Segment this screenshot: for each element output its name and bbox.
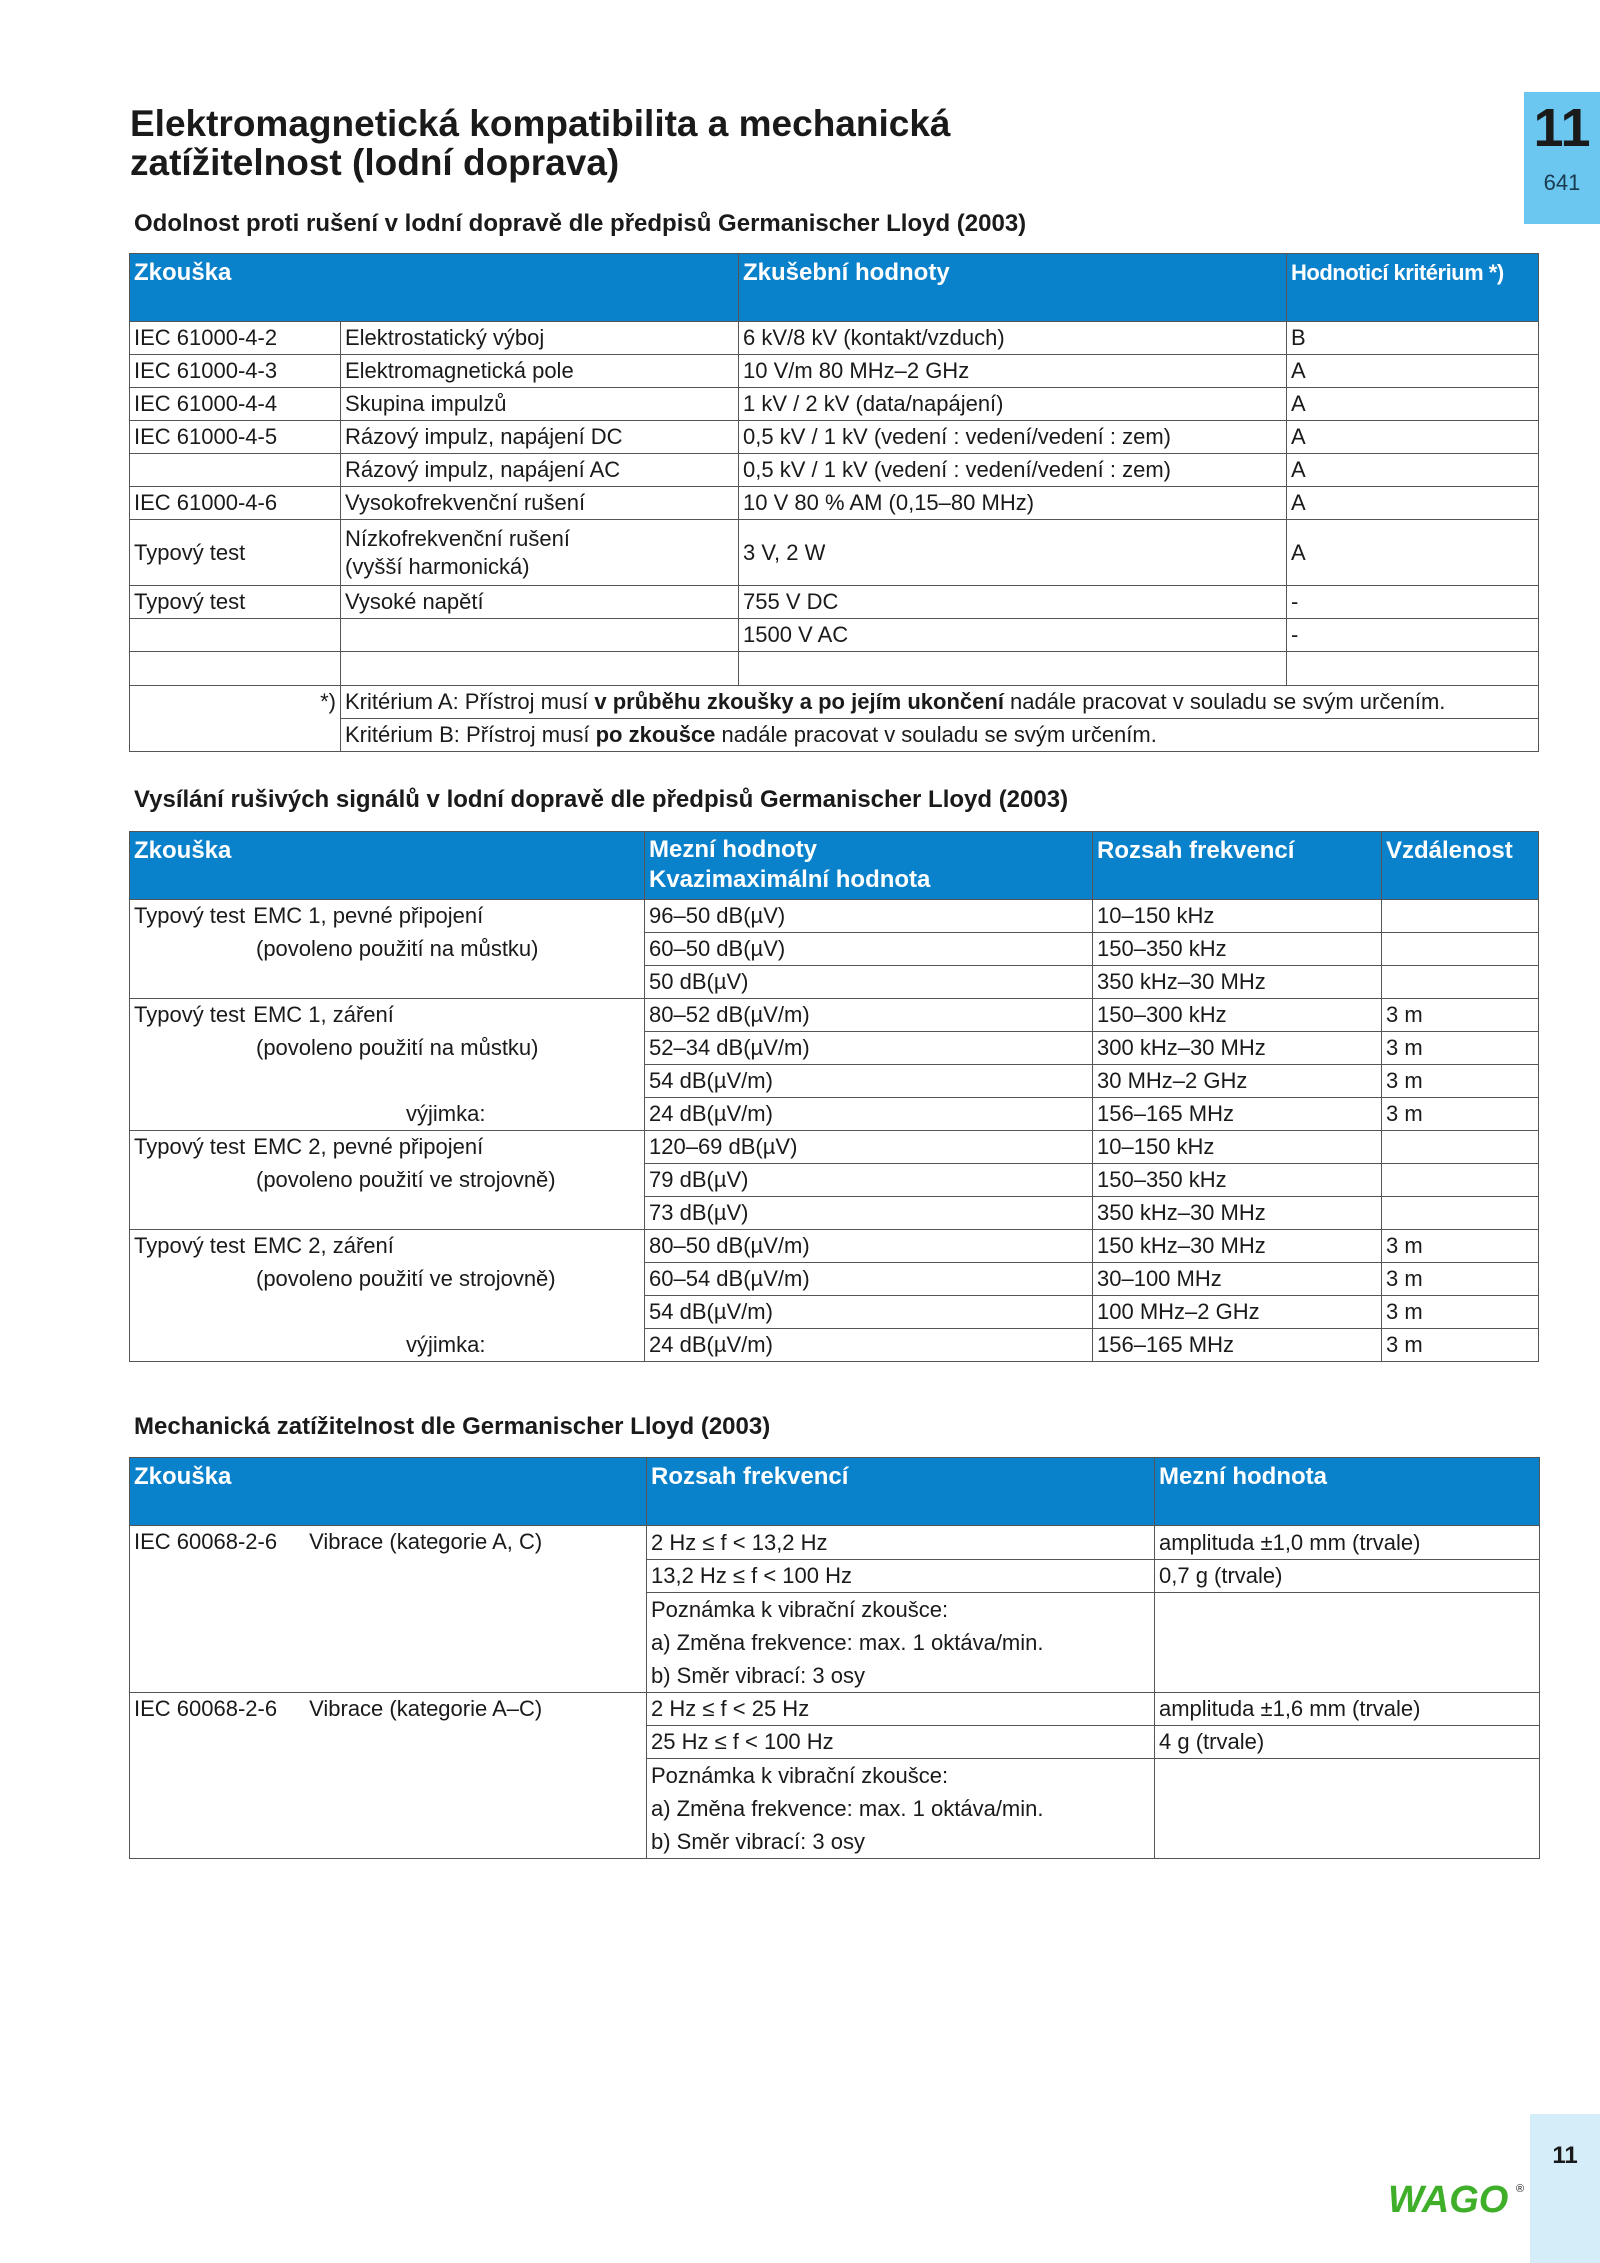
cell-limit: 54 dB(µV/m) [645,1296,1093,1329]
table-row [130,322,1539,355]
cell-exception: výjimka: [130,1098,645,1131]
cell-frequency: 300 kHz–30 MHz [1093,1032,1382,1065]
cell-test-name: Rázový impulz, napájení AC [341,454,739,487]
cell-criterion: A [1287,355,1539,388]
cell-criterion: A [1287,454,1539,487]
cell-test [130,1693,647,1859]
empty-cell [1287,652,1539,686]
cell-test-name-line2: (vyšší harmonická) [345,553,530,579]
page-number: 641 [1543,170,1581,195]
table-row [130,586,1539,619]
header-test: Zkouška [130,832,645,900]
cell-test-note: (povoleno použití ve strojovně) [130,1263,645,1296]
cell-standard: IEC 60068-2-6 [134,1696,278,1721]
footnote-a-text-end: nadále pracovat v souladu se svým určením. [1003,689,1446,714]
footnote-a [341,686,1539,719]
table3-title: Mechanická zatížitelnost dle Germanischer Lloyd (2003) [134,1413,771,1440]
cell-limit: 96–50 dB(µV) [645,900,1093,933]
empty-cell [130,719,341,752]
footer-chapter-tab [1530,2114,1600,2263]
cell-distance: 3 m [1382,1065,1539,1098]
cell-test-name: Elektromagnetická pole [341,355,739,388]
table-header-row [130,254,1539,322]
cell-test-name [341,520,739,586]
cell-frequency: 10–150 kHz [1093,1131,1382,1164]
header-limits-line2: Kvazimaximální hodnota [649,866,931,893]
note-line: b) Směr vibrací: 3 osy [651,1663,865,1688]
cell-distance: 3 m [1382,1032,1539,1065]
cell-value: 755 V DC [739,586,1287,619]
table-header-row [130,1458,1540,1526]
table2-title: Vysílání rušivých signálů v lodní dopravě dle předpisů Germanischer Lloyd (2003) [134,786,1069,813]
cell-test-desc: EMC 2, záření [253,1233,394,1259]
cell-standard: IEC 61000-4-5 [130,421,341,454]
cell-value: 0,5 kV / 1 kV (vedení : vedení/vedení : zem) [739,421,1287,454]
footnote-row-a [130,686,1539,719]
header-frequency-range: Rozsah frekvencí [1093,832,1382,900]
cell-criterion: A [1287,520,1539,586]
cell-note [647,1593,1155,1693]
cell-value: 0,5 kV / 1 kV (vedení : vedení/vedení : zem) [739,454,1287,487]
header-criterion: Hodnoticí kritérium *) [1287,254,1539,322]
cell-limit: 80–50 dB(µV/m) [645,1230,1093,1263]
footnote-a-text: Kritérium A: Přístroj musí [345,689,595,714]
footnote-b-emphasis: po zkoušce [595,722,716,747]
empty-cell [1155,1759,1540,1859]
cell-limit: amplituda ±1,6 mm (trvale) [1155,1693,1540,1726]
cell-frequency: 350 kHz–30 MHz [1093,1197,1382,1230]
cell-distance [1382,1164,1539,1197]
cell-frequency: 30–100 MHz [1093,1263,1382,1296]
header-test: Zkouška [130,254,739,322]
cell-standard [130,619,341,652]
empty-cell [130,1197,645,1230]
cell-test-note: (povoleno použití na můstku) [130,933,645,966]
empty-cell [1155,1593,1540,1693]
cell-standard: Typový test [130,520,341,586]
cell-limit: 60–54 dB(µV/m) [645,1263,1093,1296]
cell-distance [1382,1197,1539,1230]
table-header-row [130,832,1539,900]
footnote-row-b [130,719,1539,752]
cell-test [130,1526,647,1693]
page-title [130,104,1330,182]
cell-limit: 52–34 dB(µV/m) [645,1032,1093,1065]
cell-limit: 60–50 dB(µV) [645,933,1093,966]
cell-frequency: 350 kHz–30 MHz [1093,966,1382,999]
empty-cell [130,1296,645,1329]
cell-criterion: - [1287,619,1539,652]
table-row [130,388,1539,421]
table-row [130,1296,1539,1329]
table-row [130,1693,1540,1726]
cell-test-name: Elektrostatický výboj [341,322,739,355]
table-row [130,1263,1539,1296]
table-row [130,1164,1539,1197]
cell-distance [1382,933,1539,966]
cell-limit: 4 g (trvale) [1155,1726,1540,1759]
cell-test-desc: EMC 1, záření [253,1002,394,1028]
table-row [130,1131,1539,1164]
note-line: a) Změna frekvence: max. 1 oktáva/min. [651,1630,1044,1655]
cell-frequency: 10–150 kHz [1093,900,1382,933]
cell-exception: výjimka: [130,1329,645,1362]
cell-note [647,1759,1155,1859]
cell-limit: 24 dB(µV/m) [645,1098,1093,1131]
table-row [130,1065,1539,1098]
header-frequency-range: Rozsah frekvencí [647,1458,1155,1526]
cell-frequency: 150–300 kHz [1093,999,1382,1032]
table-row [130,421,1539,454]
cell-test-name: Vysoké napětí [341,586,739,619]
table-row [130,933,1539,966]
cell-distance: 3 m [1382,1098,1539,1131]
cell-limit: 73 dB(µV) [645,1197,1093,1230]
cell-test-type: Typový test [134,1002,246,1028]
table-row [130,999,1539,1032]
cell-distance: 3 m [1382,1263,1539,1296]
cell-frequency: 30 MHz–2 GHz [1093,1065,1382,1098]
svg-text:®: ® [1516,2183,1525,2195]
page-title-line2: zatížitelnost (lodní doprava) [130,142,620,183]
note-line: a) Změna frekvence: max. 1 oktáva/min. [651,1796,1044,1821]
cell-limit: 79 dB(µV) [645,1164,1093,1197]
table-row [130,1032,1539,1065]
cell-frequency: 150–350 kHz [1093,933,1382,966]
empty-cell [341,652,739,686]
table-row [130,454,1539,487]
cell-criterion: A [1287,421,1539,454]
page-title-line1: Elektromagnetická kompatibilita a mechanická [130,103,951,144]
table1-title: Odolnost proti rušení v lodní dopravě dle předpisů Germanischer Lloyd (2003) [134,210,1027,237]
cell-value: 1 kV / 2 kV (data/napájení) [739,388,1287,421]
footer-chapter-number: 11 [1552,2142,1578,2169]
cell-standard: IEC 61000-4-6 [130,487,341,520]
empty-cell [130,1065,645,1098]
cell-frequency: 150 kHz–30 MHz [1093,1230,1382,1263]
cell-value: 10 V 80 % AM (0,15–80 MHz) [739,487,1287,520]
cell-standard: Typový test [130,586,341,619]
wago-logo-text: WAGO [1388,2179,1509,2218]
cell-distance: 3 m [1382,999,1539,1032]
cell-limit: 50 dB(µV) [645,966,1093,999]
cell-standard: IEC 61000-4-4 [130,388,341,421]
cell-frequency: 100 MHz–2 GHz [1093,1296,1382,1329]
cell-test-name-line1: Nízkofrekvenční rušení [345,525,570,551]
cell-test-note: (povoleno použití na můstku) [130,1032,645,1065]
cell-distance [1382,1131,1539,1164]
cell-frequency: 156–165 MHz [1093,1098,1382,1131]
table-row [130,1230,1539,1263]
table-row-empty [130,652,1539,686]
mechanical-table [129,1457,1540,1859]
cell-distance: 3 m [1382,1230,1539,1263]
cell-limit: 54 dB(µV/m) [645,1065,1093,1098]
empty-cell [739,652,1287,686]
header-limits [645,832,1093,900]
cell-test [130,999,645,1032]
cell-test-name: Skupina impulzů [341,388,739,421]
cell-distance: 3 m [1382,1329,1539,1362]
table-row [130,487,1539,520]
cell-test-note: (povoleno použití ve strojovně) [130,1164,645,1197]
cell-criterion: - [1287,586,1539,619]
cell-value: 10 V/m 80 MHz–2 GHz [739,355,1287,388]
footnote-b [341,719,1539,752]
cell-distance [1382,966,1539,999]
header-limit-value: Mezní hodnota [1155,1458,1540,1526]
table-row [130,1197,1539,1230]
header-distance: Vzdálenost [1382,832,1539,900]
footnote-a-emphasis: v průběhu zkoušky a po jejím ukončení [594,689,1004,714]
cell-frequency: 156–165 MHz [1093,1329,1382,1362]
table-row [130,1526,1540,1560]
cell-criterion: B [1287,322,1539,355]
cell-standard: IEC 60068-2-6 [134,1529,278,1554]
cell-limit: amplituda ±1,0 mm (trvale) [1155,1526,1540,1560]
cell-test [130,900,645,933]
table-row [130,1329,1539,1362]
cell-test-type: Typový test [134,1134,246,1160]
cell-test-name: Vysokofrekvenční rušení [341,487,739,520]
cell-frequency: 2 Hz ≤ f < 13,2 Hz [647,1526,1155,1560]
empty-cell [130,652,341,686]
header-test-values: Zkušební hodnoty [739,254,1287,322]
cell-value: 6 kV/8 kV (kontakt/vzduch) [739,322,1287,355]
footnote-b-text: Kritérium B: Přístroj musí [345,722,596,747]
header-limits-line1: Mezní hodnoty [649,836,817,863]
cell-test-name: Vibrace (kategorie A–C) [309,1696,543,1721]
cell-test-name [341,619,739,652]
footnote-b-text-end: nadále pracovat v souladu se svým určením. [715,722,1157,747]
table-row [130,619,1539,652]
table-row [130,966,1539,999]
cell-test [130,1131,645,1164]
cell-value: 1500 V AC [739,619,1287,652]
wago-logo [1388,2178,1528,2218]
cell-frequency: 13,2 Hz ≤ f < 100 Hz [647,1560,1155,1593]
table-row [130,355,1539,388]
emission-table [129,831,1539,1362]
cell-distance: 3 m [1382,1296,1539,1329]
note-line: Poznámka k vibrační zkoušce: [651,1763,949,1788]
cell-criterion: A [1287,388,1539,421]
cell-standard [130,454,341,487]
cell-frequency: 150–350 kHz [1093,1164,1382,1197]
cell-frequency: 2 Hz ≤ f < 25 Hz [647,1693,1155,1726]
footnote-marker: *) [130,686,341,719]
cell-standard: IEC 61000-4-3 [130,355,341,388]
cell-limit: 80–52 dB(µV/m) [645,999,1093,1032]
note-line: b) Směr vibrací: 3 osy [651,1829,865,1854]
table-row [130,520,1539,586]
cell-test-type: Typový test [134,1233,246,1259]
cell-criterion: A [1287,487,1539,520]
cell-frequency: 25 Hz ≤ f < 100 Hz [647,1726,1155,1759]
header-test: Zkouška [130,1458,647,1526]
empty-cell [130,966,645,999]
note-line: Poznámka k vibrační zkoušce: [651,1597,949,1622]
cell-test-name: Vibrace (kategorie A, C) [309,1529,543,1554]
cell-limit: 120–69 dB(µV) [645,1131,1093,1164]
cell-value: 3 V, 2 W [739,520,1287,586]
cell-limit: 0,7 g (trvale) [1155,1560,1540,1593]
chapter-number: 11 [1533,98,1591,158]
immunity-table [129,253,1539,752]
table-row [130,1098,1539,1131]
cell-test-name: Rázový impulz, napájení DC [341,421,739,454]
cell-standard: IEC 61000-4-2 [130,322,341,355]
cell-test-desc: EMC 1, pevné připojení [253,903,484,929]
cell-distance [1382,900,1539,933]
chapter-tab [1524,92,1600,224]
cell-test [130,1230,645,1263]
cell-test-desc: EMC 2, pevné připojení [253,1134,484,1160]
cell-test-type: Typový test [134,903,246,929]
table-row [130,900,1539,933]
cell-limit: 24 dB(µV/m) [645,1329,1093,1362]
